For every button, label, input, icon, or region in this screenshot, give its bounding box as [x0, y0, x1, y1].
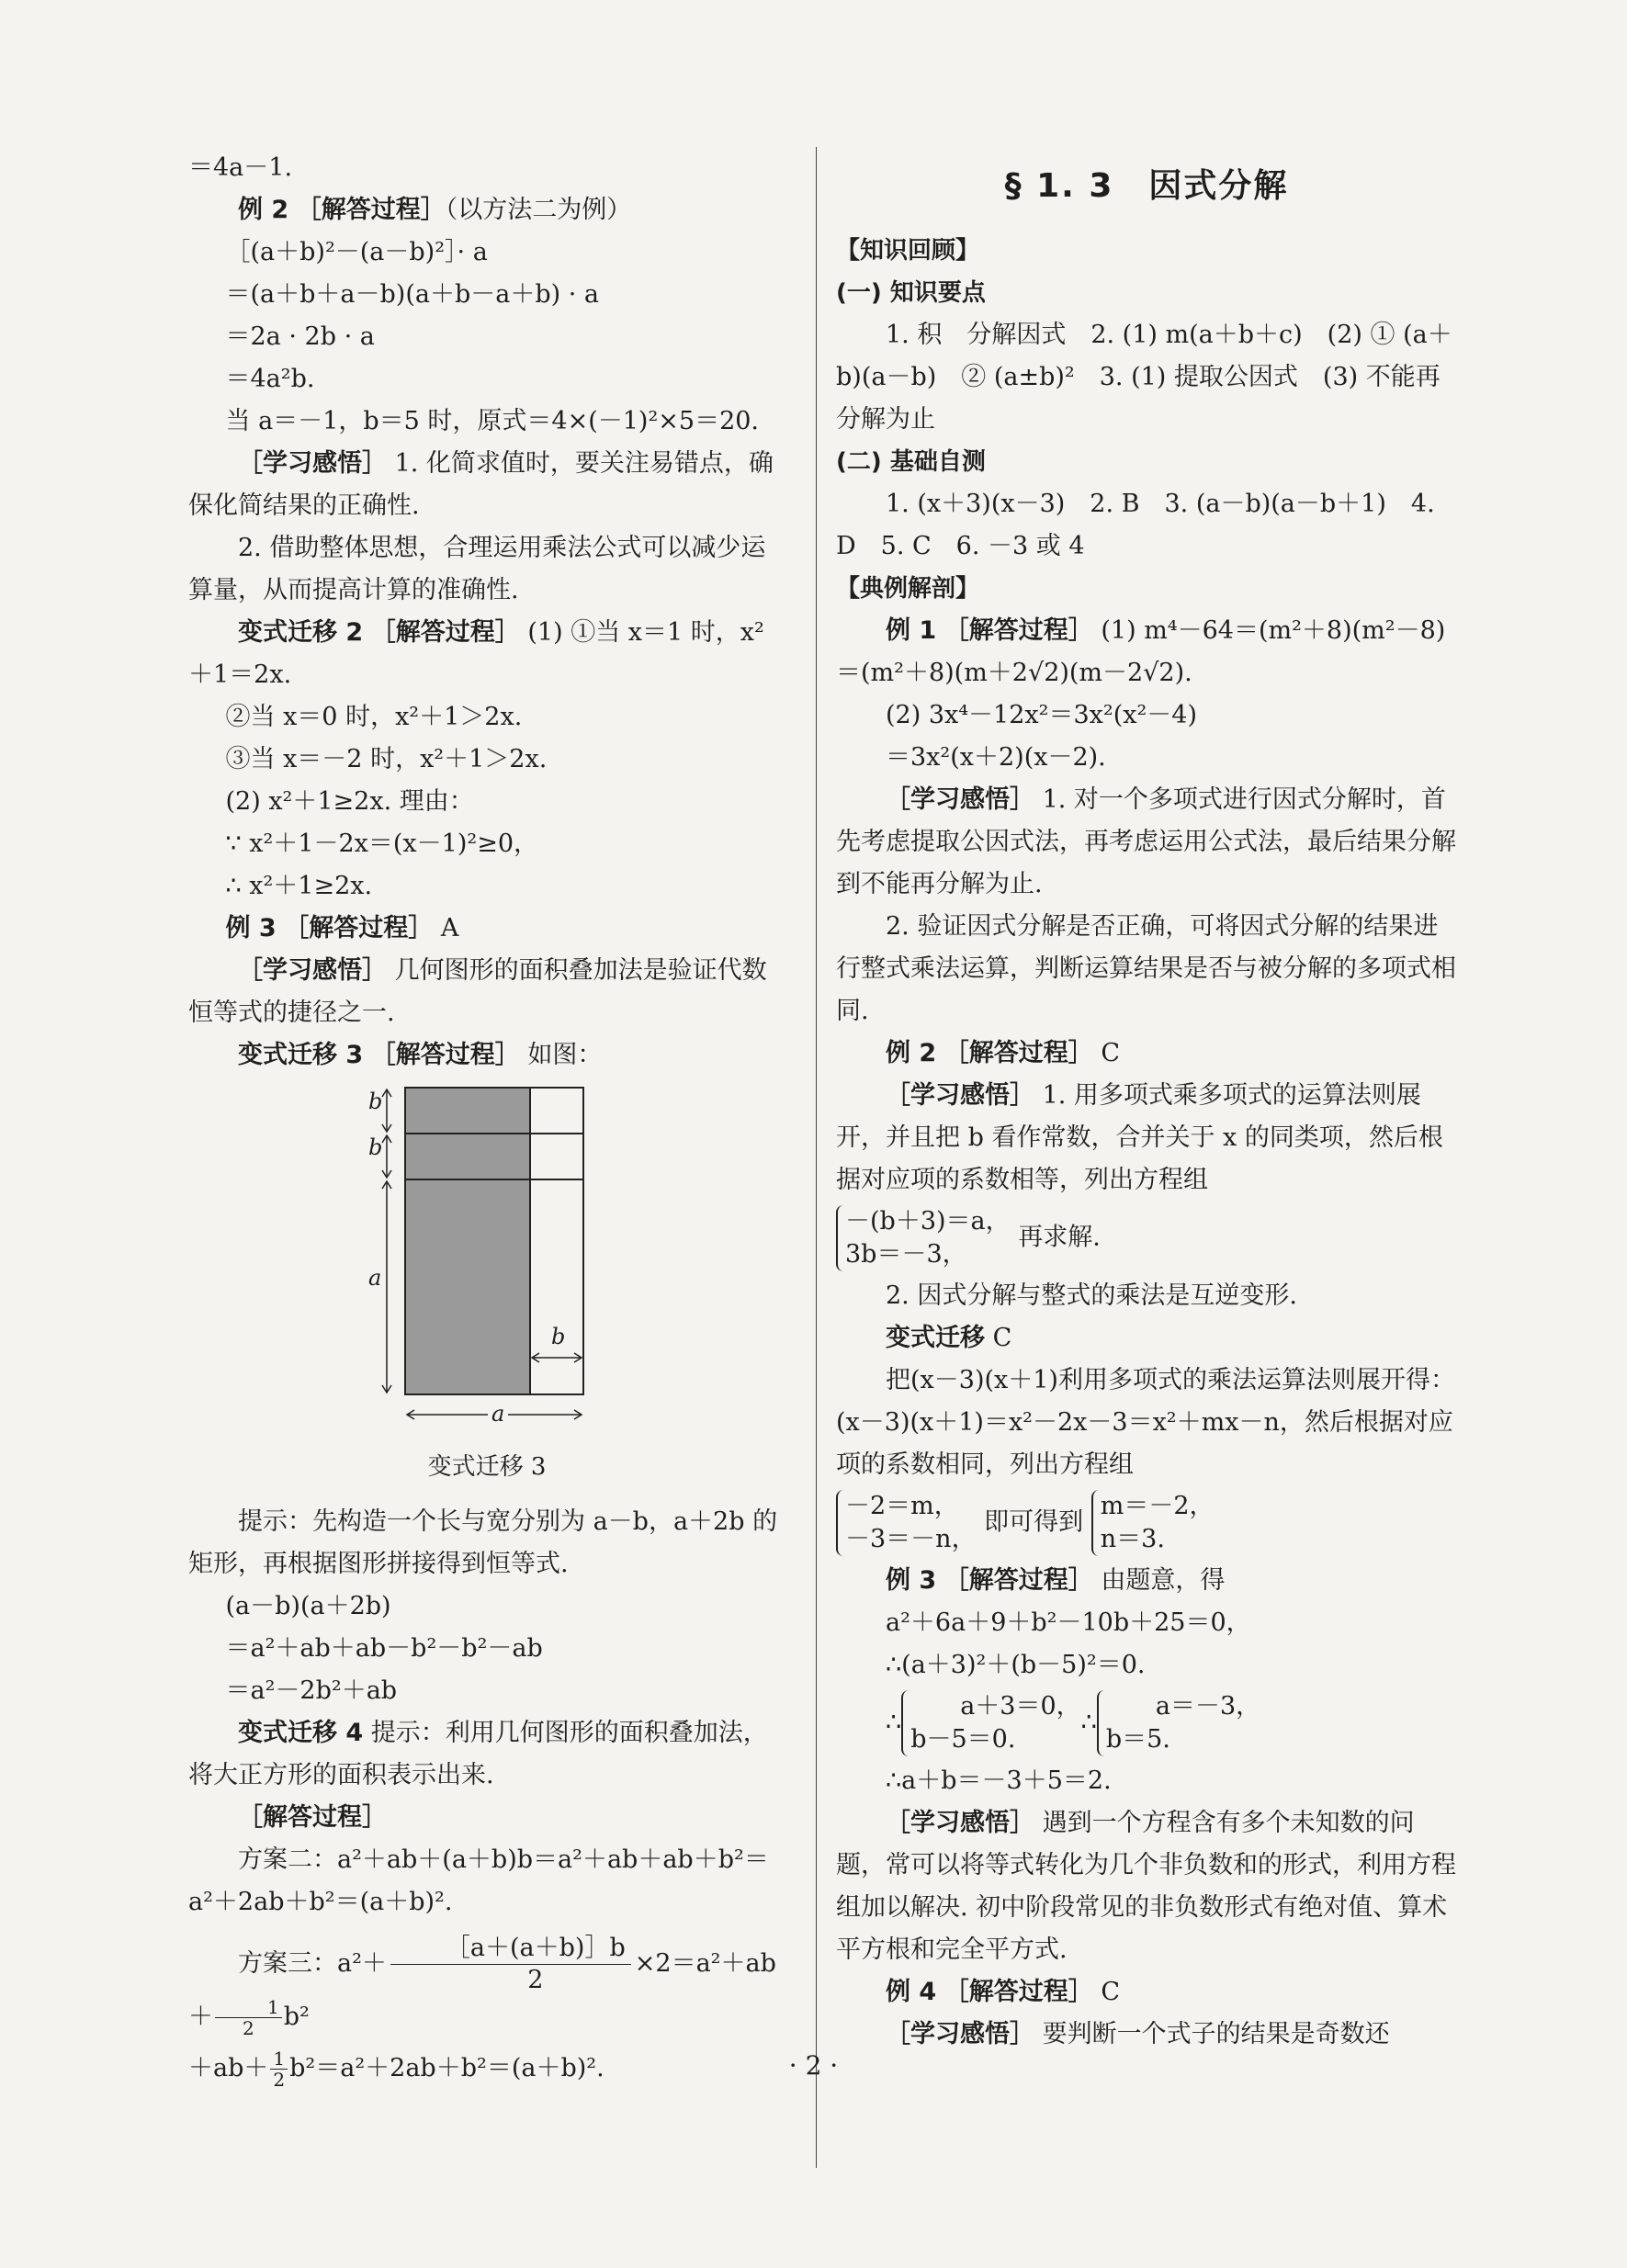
equation-system-line: ∴a＋3＝0， b－5＝0.∴a＝－3， b＝5.: [836, 1687, 1457, 1760]
knowledge-points: 1. 积 分解因式 2. (1) m(a＋b＋c) (2) ① (a＋b)(a－b) ② (a±b)² 3. (1) 提取公因式 (3) 不能再分解为止: [836, 321, 1452, 434]
example-2: 例 2 ［解答过程］ C: [886, 1039, 1121, 1067]
variant-2: 变式迁移 2 ［解答过程］ (1) ①当 x＝1 时，x²＋1＝2x.: [188, 618, 764, 689]
label-b: b: [368, 1134, 383, 1160]
equation-system: a＝－3， b＝5.: [1097, 1690, 1260, 1756]
example-1: 例 1 ［解答过程］ (1) m⁴－64＝(m²＋8)(m²－8)＝(m²＋8)(m＋2√2)(m－2√2).: [836, 616, 1446, 687]
figure-caption: 变式迁移 3: [427, 1453, 547, 1481]
section-title: § 1. 3 因式分解: [1004, 167, 1289, 205]
math-line: ＝a²－2b²＋ab: [225, 1676, 398, 1705]
label-a: a: [368, 1265, 382, 1291]
sub-heading: (二) 基础自测: [836, 448, 986, 476]
math-line: ＝4a²b.: [225, 365, 315, 393]
math-line: ∴(a＋3)²＋(b－5)²＝0.: [886, 1651, 1146, 1679]
insight-1: ［学习感悟］ 1. 化简求值时，要关注易错点，确保化简结果的正确性.: [188, 449, 774, 520]
math-line: ＝(a＋b＋a－b)(a＋b－a＋b) · a: [225, 280, 600, 309]
equation-system-line: －2＝m， －3＝－n， 即可得到 m＝－2， n＝3.: [836, 1486, 1457, 1560]
math-line: ∴ x²＋1≥2x.: [225, 872, 373, 900]
insight-1-point-2: 2. 验证因式分解是否正确，可将因式分解的结果进行整式乘法运算，判断运算结果是否与被分解的多项式相同.: [836, 912, 1456, 1025]
variant-text: 把(x－3)(x＋1)利用多项式的乘法运算法则展开得：(x－3)(x＋1)＝x²－2x－3＝x²＋mx－n，然后根据对应项的系数相同，列出方程组: [836, 1366, 1455, 1479]
label-b: b: [368, 1089, 383, 1114]
math-line: (a－b)(a＋2b): [225, 1592, 391, 1620]
math-line: (2) 3x⁴－12x²＝3x²(x²－4): [886, 701, 1197, 729]
page-number: · 2 ·: [788, 2050, 839, 2081]
example-2: 例 2 ［解答过程］（以方法二为例）: [238, 196, 632, 224]
label-a: a: [488, 1400, 508, 1427]
plan-2: 方案二：a²＋ab＋(a＋b)b＝a²＋ab＋ab＋b²＝a²＋2ab＋b²＝(a＋b)².: [188, 1845, 769, 1916]
insight-2: ［学习感悟］ 1. 用多项式乘多项式的运算法则展开，并且把 b 看作常数，合并关于 x 的同类项，然后根据对应项的系数相等，列出方程组: [836, 1081, 1443, 1194]
math-line: ②当 x＝0 时，x²＋1＞2x.: [225, 703, 523, 731]
insight-2-point-2: 2. 因式分解与整式的乘法是互逆变形.: [886, 1281, 1297, 1310]
insight-1-point-2: 2. 借助整体思想，合理运用乘法公式可以减少运算量，从而提高计算的准确性.: [188, 534, 766, 604]
example-3: 例 3 ［解答过程］ A: [225, 914, 459, 942]
fraction-half: $\frac{1}{2}$: [270, 2048, 288, 2090]
math-line: a²＋6a＋9＋b²－10b＋25＝0，: [886, 1608, 1251, 1637]
column-divider: [816, 147, 817, 2168]
insight-3: ［学习感悟］ 遇到一个方程含有多个未知数的问题，常可以将等式转化为几个非负数和的形式，利用方程组加以解决. 初中阶段常见的非负数形式有绝对值、算术平方根和完全平方式.: [836, 1809, 1456, 1964]
text-line: ＝4a－1.: [188, 153, 293, 182]
math-line: ＝a²＋ab＋ab－b²－b²－ab: [225, 1634, 543, 1663]
equation-system: a＋3＝0， b－5＝0.: [901, 1690, 1080, 1756]
math-line: (2) x²＋1≥2x. 理由：: [225, 787, 474, 816]
fraction-half: $\frac{1}{2}$: [215, 1997, 282, 2038]
plan-3-cont: ＋ab＋ $\frac{1}{2}b^2=a^2+2ab+b^2=(a+b)^2$.: [188, 2048, 604, 2091]
variant: 变式迁移 C: [886, 1324, 1012, 1352]
math-line: ∴a＋b＝－3＋5＝2.: [886, 1766, 1112, 1795]
equation-system-line: －(b＋3)＝a， 3b＝－3， 再求解.: [836, 1202, 1457, 1275]
variant-3: 变式迁移 3 ［解答过程］ 如图：: [238, 1041, 603, 1069]
equation-system: －(b＋3)＝a， 3b＝－3，: [836, 1205, 1011, 1271]
section-heading: 【知识回顾】: [836, 237, 980, 265]
math-line: ［(a＋b)²－(a－b)²］· a: [225, 238, 488, 266]
math-line: 当 a＝－1，b＝5 时，原式＝4×(－1)²×5＝20.: [225, 407, 760, 435]
fraction: $\frac{[a+(a+b)]b}{2}$: [390, 1933, 631, 1996]
diagram-svg: [188, 1082, 785, 1440]
label-b: b: [551, 1324, 566, 1349]
example-4: 例 4 ［解答过程］ C: [886, 1978, 1121, 2006]
basic-test: 1. (x＋3)(x－3) 2. B 3. (a－b)(a－b＋1) 4. D 5. C 6. －3 或 4: [836, 490, 1435, 560]
insight-1: ［学习感悟］ 1. 对一个多项式进行因式分解时，首先考虑提取公因式法，再考虑运用公式法，最后结果分解到不能再分解为止.: [836, 785, 1456, 898]
section-heading: 【典例解剖】: [836, 575, 980, 603]
math-line: ＝3x²(x＋2)(x－2).: [886, 743, 1106, 772]
variant-4-tag: ［解答过程］: [238, 1803, 387, 1832]
variant-4: 变式迁移 4 提示：利用几何图形的面积叠加法，将大正方形的面积表示出来.: [188, 1719, 768, 1789]
sub-heading: (一) 知识要点: [836, 279, 986, 307]
hint: 提示：先构造一个长与宽分别为 a－b，a＋2b 的矩形，再根据图形拼接得到恒等式.: [188, 1507, 778, 1578]
insight-3: ［学习感悟］ 几何图形的面积叠加法是验证代数恒等式的捷径之一.: [188, 956, 767, 1027]
math-line: ∵ x²＋1－2x＝(x－1)²≥0，: [225, 829, 538, 858]
right-column: [836, 147, 1457, 2056]
insight-4: ［学习感悟］ 要判断一个式子的结果是奇数还: [886, 2020, 1390, 2048]
math-line: ＝2a · 2b · a: [225, 322, 375, 351]
rectangle-diagram: [188, 1082, 785, 1440]
left-column: [188, 147, 785, 2090]
math-line: ③当 x＝－2 时，x²＋1＞2x.: [225, 745, 548, 773]
plan-3: 方案三：a²＋ $\frac{[a+(a+b)]b}{2}$ ×2＝a²＋ab＋ $\frac{1}{2}b^2$: [188, 1934, 776, 2039]
equation-system: m＝－2， n＝3.: [1091, 1490, 1215, 1556]
example-3: 例 3 ［解答过程］ 由题意，得: [886, 1566, 1226, 1595]
equation-system: －2＝m， －3＝－n，: [836, 1490, 977, 1556]
